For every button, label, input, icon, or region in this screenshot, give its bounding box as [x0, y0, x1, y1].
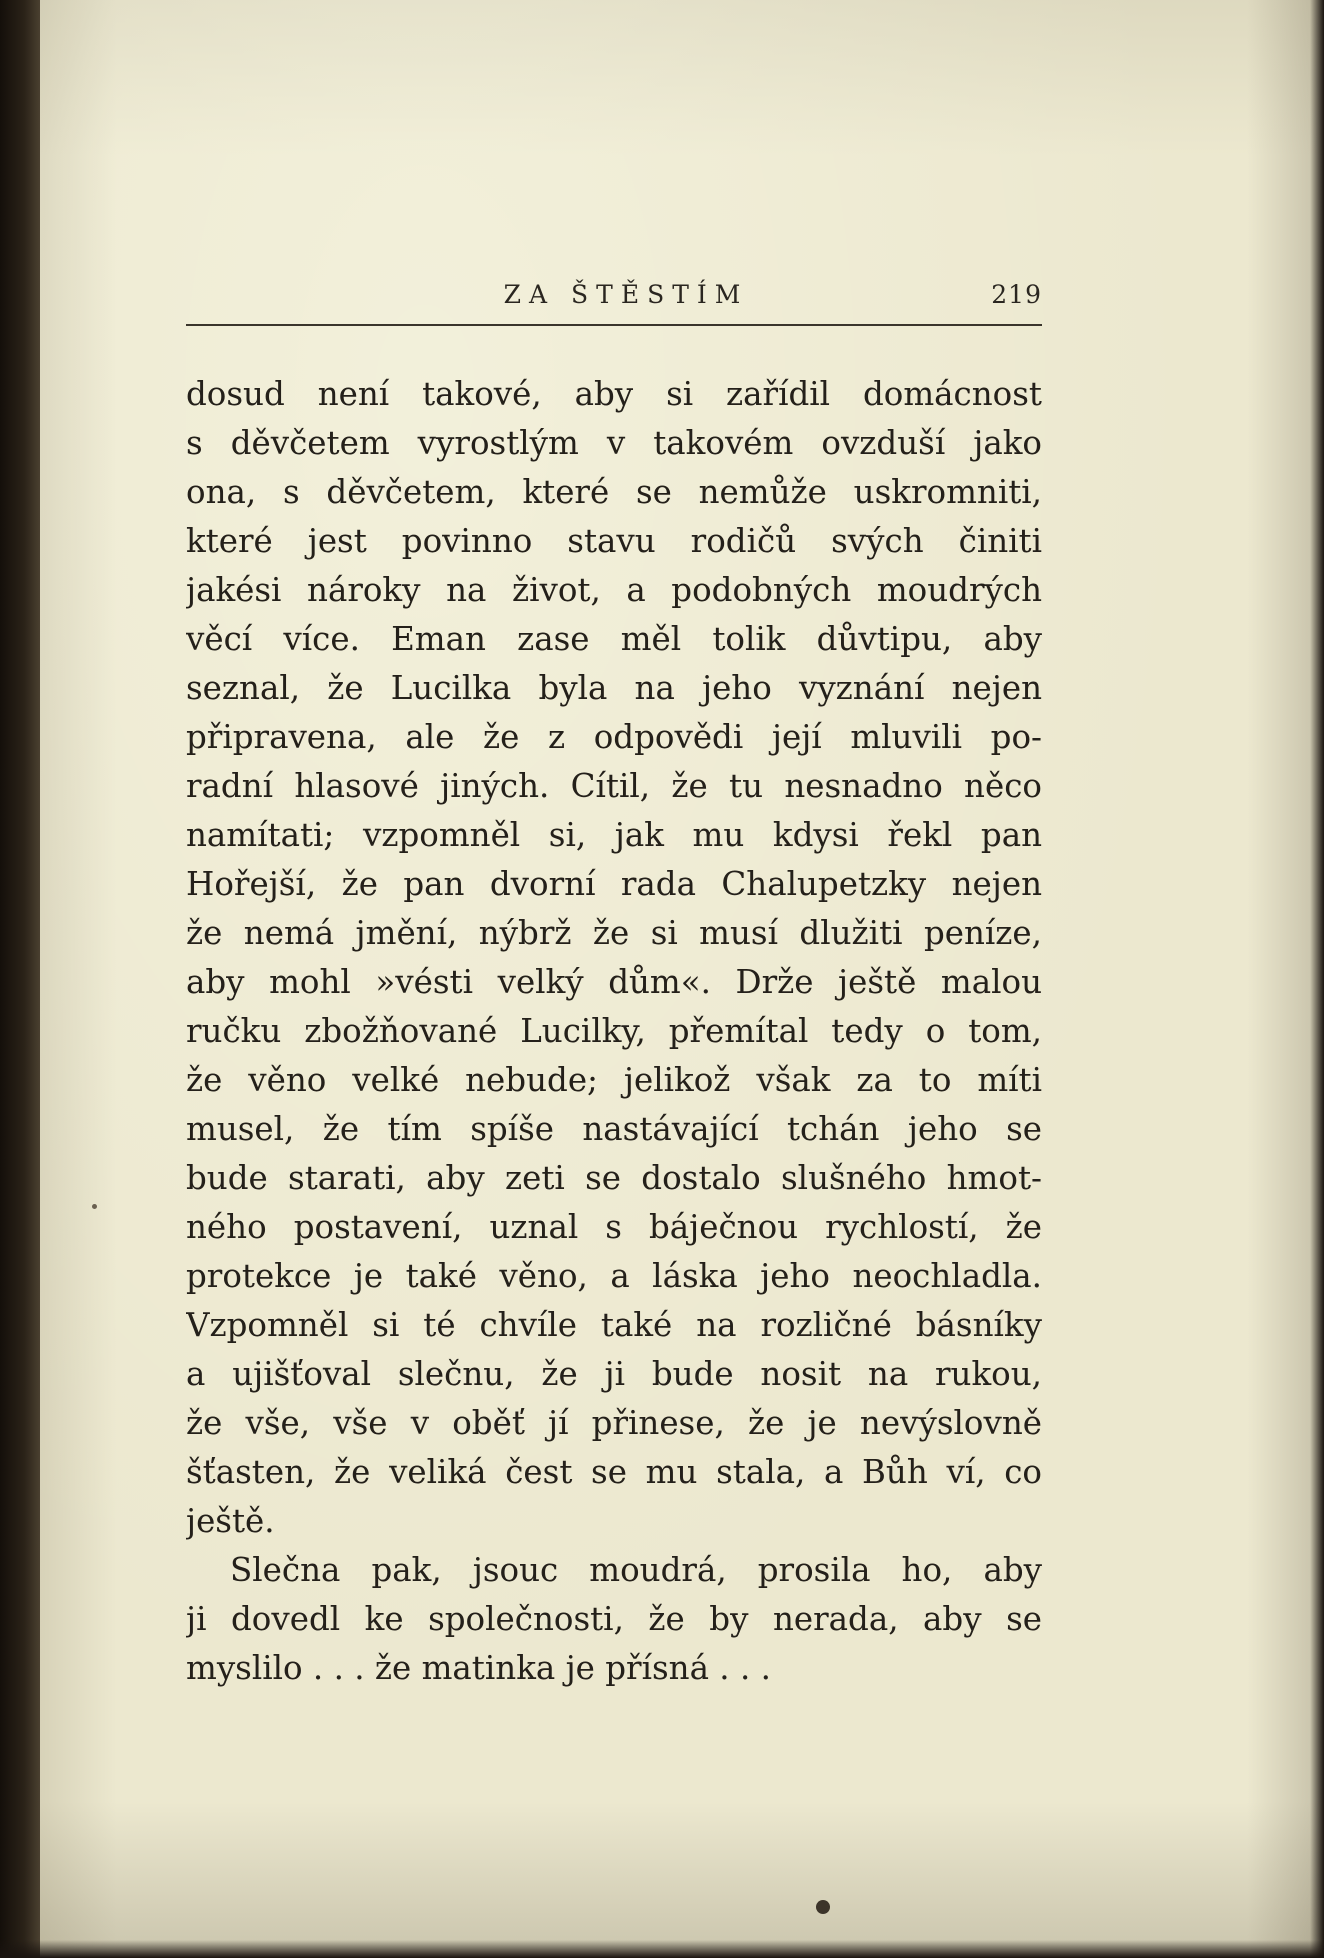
text-line: protekce je také věno, a láska jeho neochladla. — [186, 1257, 1042, 1295]
text-line: s děvčetem vyrostlým v takovém ovzduší jako — [186, 424, 1042, 462]
text-line: jakési nároky na život, a podobných moudrých — [186, 571, 1042, 609]
text-line: namítati; vzpomněl si, jak mu kdysi řekl pan — [186, 816, 1042, 854]
text-line: které jest povinno stavu rodičů svých činiti — [186, 522, 1042, 560]
book-gutter-edge — [0, 0, 40, 1958]
text-line: že nemá jmění, nýbrž že si musí dlužiti peníze, — [186, 914, 1042, 952]
page-right-edge — [1310, 0, 1324, 1958]
ink-dot — [816, 1900, 830, 1914]
text-line: ného postavení, uznal s báječnou rychlostí, že — [186, 1208, 1042, 1246]
text-line: a ujišťoval slečnu, že ji bude nosit na rukou, — [186, 1355, 1042, 1393]
text-line: dosud není takové, aby si zařídil domácnost — [186, 375, 1042, 413]
text-line: že věno velké nebude; jelikož však za to míti — [186, 1061, 1042, 1099]
text-line: ručku zbožňované Lucilky, přemítal tedy o tom, — [186, 1012, 1042, 1050]
page-bottom-edge — [0, 1940, 1324, 1958]
text-line: musel, že tím spíše nastávající tchán jeho se — [186, 1110, 1042, 1148]
text-line: aby mohl »vésti velký dům«. Drže ještě malou — [186, 963, 1042, 1001]
text-line: Hořejší, že pan dvorní rada Chalupetzky nejen — [186, 865, 1042, 903]
text-line: že vše, vše v oběť jí přinese, že je nevýslovně — [186, 1404, 1042, 1442]
text-line: Vzpomněl si té chvíle také na rozličné básníky — [186, 1306, 1042, 1344]
text-line: ještě. — [186, 1502, 275, 1540]
text-line: ji dovedl ke společnosti, že by nerada, aby se — [186, 1600, 1042, 1638]
text-line: seznal, že Lucilka byla na jeho vyznání nejen — [186, 669, 1042, 707]
text-line: bude starati, aby zeti se dostalo slušného hmot- — [186, 1159, 1042, 1197]
page-header — [186, 280, 1042, 320]
text-line: šťasten, že veliká čest se mu stala, a Bůh ví, co — [186, 1453, 1042, 1491]
body-text — [186, 370, 1042, 1693]
page-number: 219 — [991, 280, 1042, 309]
text-line: radní hlasové jiných. Cítil, že tu nesnadno něco — [186, 767, 1042, 805]
text-line: připravena, ale že z odpovědi její mluvili po- — [186, 718, 1042, 756]
text-line: věcí více. Eman zase měl tolik důvtipu, aby — [186, 620, 1042, 658]
header-rule — [186, 324, 1042, 326]
running-title: ZA ŠTĚSTÍM — [503, 280, 749, 309]
text-line: ona, s děvčetem, které se nemůže uskromniti, — [186, 473, 1042, 511]
margin-speck — [92, 1204, 97, 1209]
text-line: myslilo . . . že matinka je přísná . . . — [186, 1649, 771, 1687]
text-line: Slečna pak, jsouc moudrá, prosila ho, aby — [230, 1551, 1042, 1589]
